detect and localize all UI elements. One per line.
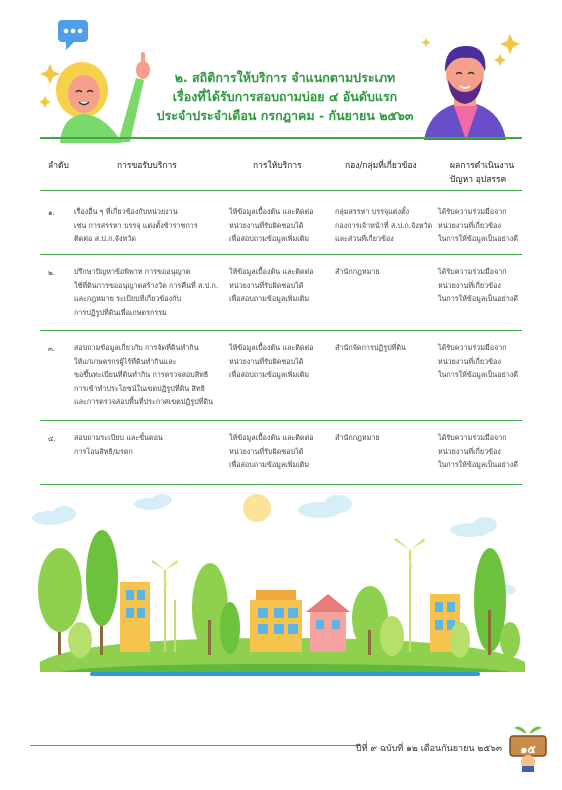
result-cell: ได้รับความร่วมมือจาก หน่วยงานที่เกี่ยวข้อง ในการให้ข้อมูลเป็นอย่างดี xyxy=(438,433,518,469)
request-cell: สอบถามระเบียบ และขั้นตอน การโอนสิทธิ/มรดก xyxy=(74,433,163,456)
header-rule xyxy=(40,137,522,139)
man-illustration xyxy=(420,28,530,140)
chat-bubble-icon xyxy=(58,20,88,50)
table-bottom-rule xyxy=(40,484,522,485)
division-cell: กลุ่มสรรหา บรรจุแต่งตั้ง กองการเจ้าหน้าที่ ส.ป.ก.จังหวัด และส่วนที่เกี่ยวข้อง xyxy=(335,207,433,243)
request-cell: เรื่องอื่น ๆ ที่เกี่ยวข้องกับหน่วยงาน เช่น การสรรหา บรรจุ แต่งตั้งข้าราชการ ติดต่อ ส.ป.ก.จังหวัด xyxy=(74,207,198,243)
row-divider xyxy=(40,420,522,421)
sun-icon xyxy=(243,494,271,522)
page-badge xyxy=(506,722,550,772)
woman-illustration xyxy=(40,18,160,143)
page-title-line-3: ประจำประจำเดือน กรกฎาคม - กันยายน ๒๕๖๓ xyxy=(156,108,414,123)
page-title-line-1: ๒. สถิติการให้บริการ จำแนกตามประเภท xyxy=(174,70,396,85)
service-cell: ให้ข้อมูลเบื้องต้น และติดต่อ หน่วยงานที่รับผิดชอบได้ เพื่อสอบถามข้อมูลเพิ่มเติม xyxy=(229,433,314,469)
division-cell: สำนักจัดการปฏิรูปที่ดิน xyxy=(335,343,406,352)
page-title-line-2: เรื่องที่ได้รับการสอบถามบ่อย ๔ อันดับแรก xyxy=(172,89,398,104)
result-cell: ได้รับความร่วมมือจาก หน่วยงานที่เกี่ยวข้อง ในการให้ข้อมูลเป็นอย่างดี xyxy=(438,267,518,303)
column-header-request: การขอรับบริการ xyxy=(117,161,177,171)
service-cell: ให้ข้อมูลเบื้องต้น และติดต่อ หน่วยงานที่รับผิดชอบได้ เพื่อสอบถามข้อมูลเพิ่มเติม xyxy=(229,343,314,379)
row-number: ๓. xyxy=(48,344,56,353)
column-header-division: กอง/กลุ่มที่เกี่ยวข้อง xyxy=(345,161,417,171)
column-header-order: ลำดับ xyxy=(48,161,69,171)
row-number: ๔. xyxy=(48,434,56,443)
request-cell: สอบถามข้อมูลเกี่ยวกับ การจัดที่ดินทำกิน ให้แก่เกษตรกรผู้ไร้ที่ดินทำกินและ ขอขึ้นทะเบียนที่ดินทำกิน การตรวจสอบสิทธิ การเข้าทำประโยชน์ในเขตปฏิรูปที่ดิน สิทธิ และการตรวจสอบพื้นที่ประกาศเขตปฏิรูปที่ดิน xyxy=(74,343,213,406)
division-cell: สำนักกฎหมาย xyxy=(335,433,380,442)
result-cell: ได้รับความร่วมมือจาก หน่วยงานที่เกี่ยวข้อง ในการให้ข้อมูลเป็นอย่างดี xyxy=(438,207,518,243)
column-header-problem: ปัญหา อุปสรรค xyxy=(450,175,507,185)
row-divider xyxy=(40,254,522,255)
result-cell: ได้รับความร่วมมือจาก หน่วยงานที่เกี่ยวข้อง ในการให้ข้อมูลเป็นอย่างดี xyxy=(438,343,518,379)
table-header-rule xyxy=(40,190,522,191)
page-number: ๑๕ xyxy=(520,743,536,756)
eco-city-illustration xyxy=(20,490,540,680)
footer-issue-info: ปีที่ ๙ ฉบับที่ ๑๒ เดือนกันยายน ๒๕๖๓ xyxy=(355,744,502,754)
column-header-result: ผลการดำเนินงาน xyxy=(450,161,515,171)
service-cell: ให้ข้อมูลเบื้องต้น และติดต่อ หน่วยงานที่รับผิดชอบได้ เพื่อสอบถามข้อมูลเพิ่มเติม xyxy=(229,267,314,303)
row-number: ๒. xyxy=(48,268,56,277)
division-cell: สำนักกฎหมาย xyxy=(335,267,380,276)
row-number: ๑. xyxy=(48,208,55,217)
row-divider xyxy=(40,330,522,331)
request-cell: ปรึกษาปัญหาข้อพิพาท การขออนุญาต ใช้ที่ดินการขออนุญาตสร้างวัด การคืนที่ ส.ป.ก. และกฎหมาย ระเบียบที่เกี่ยวข้องกับ การปฏิรูปที่ดินเพื่อเกษตรกรรม xyxy=(74,267,219,317)
service-cell: ให้ข้อมูลเบื้องต้น และติดต่อ หน่วยงานที่รับผิดชอบได้ เพื่อสอบถามข้อมูลเพิ่มเติม xyxy=(229,207,314,243)
column-header-service: การให้บริการ xyxy=(253,161,302,171)
footer-rule xyxy=(30,745,360,746)
